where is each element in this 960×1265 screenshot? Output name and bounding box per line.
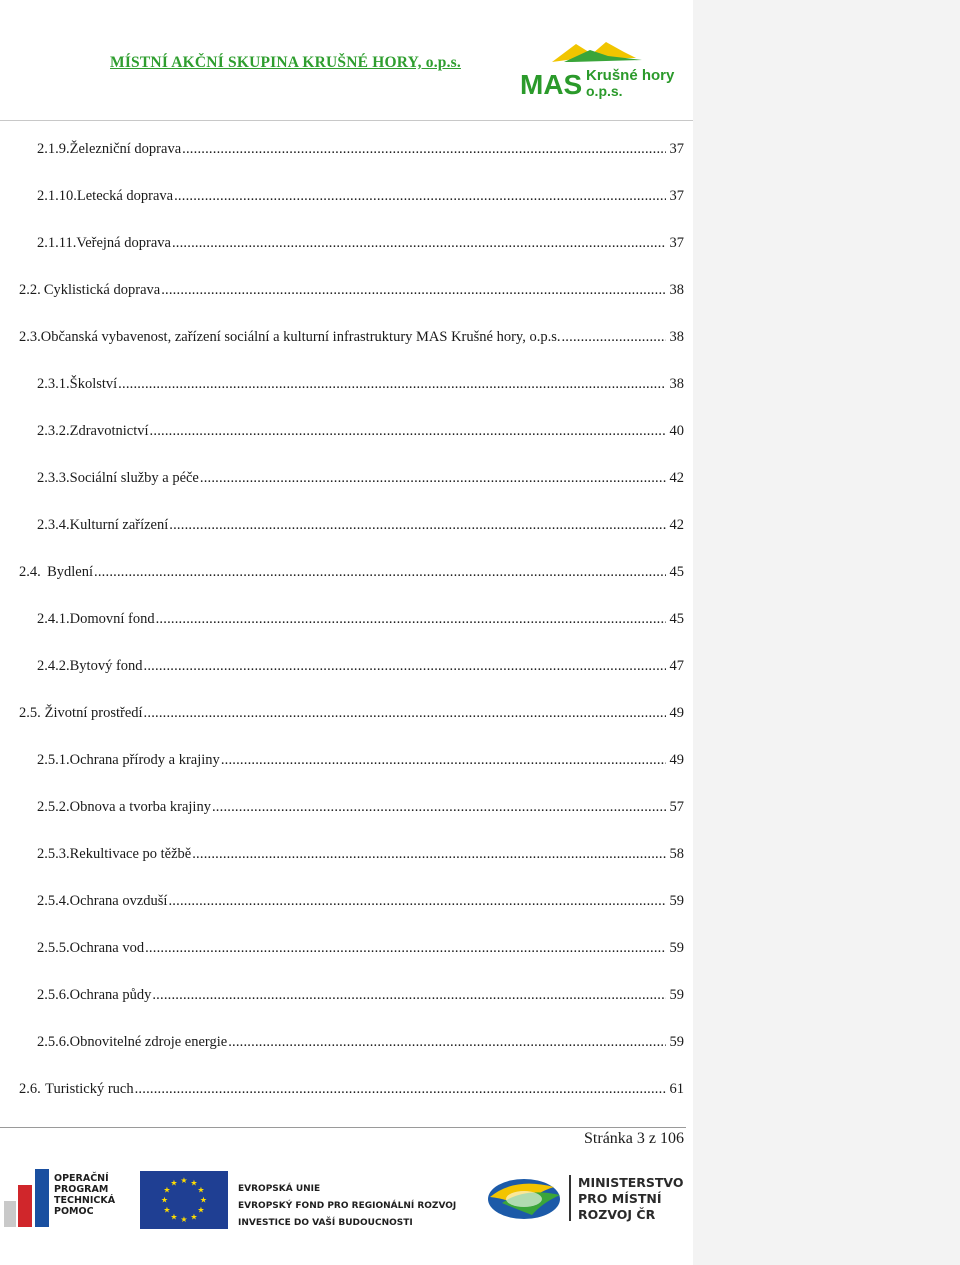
toc-entry-page: 37 — [669, 141, 684, 157]
toc-leader-dots — [94, 563, 666, 581]
mmr-text-line: PRO MÍSTNÍ — [578, 1191, 662, 1206]
toc-entry-number: 2.2. — [19, 282, 41, 298]
toc-entry-page: 59 — [669, 893, 684, 909]
op-logo-line: TECHNICKÁ — [54, 1195, 116, 1206]
toc-entry-title: Obnovitelné zdroje energie — [69, 1034, 228, 1050]
toc-entry-title: Občanská vybavenost, zařízení sociální a kulturní infrastruktury MAS Krušné hory, o.p.s. — [40, 329, 561, 345]
right-margin-panel — [693, 0, 960, 1265]
toc-entry[interactable] — [37, 187, 684, 205]
mmr-logo-text — [578, 1175, 684, 1223]
toc-entry-number: 2.4.1. — [37, 611, 70, 627]
toc-leader-dots — [135, 1080, 666, 1098]
toc-entry[interactable] — [37, 986, 684, 1004]
op-logo-bar-red — [18, 1185, 32, 1227]
toc-entry-page: 38 — [669, 376, 684, 392]
toc-entry-page: 37 — [669, 188, 684, 204]
eu-text-line: EVROPSKÁ UNIE — [238, 1184, 321, 1194]
toc-entry-page: 59 — [669, 1034, 684, 1050]
eu-text-line: EVROPSKÝ FOND PRO REGIONÁLNÍ ROZVOJ — [238, 1201, 457, 1211]
toc-entry-page: 61 — [669, 1081, 684, 1097]
toc-entry[interactable] — [37, 469, 684, 487]
svg-text:★: ★ — [170, 1212, 178, 1222]
toc-leader-dots — [212, 798, 666, 816]
toc-leader-dots — [161, 281, 666, 299]
toc-entry-title: Zdravotnictví — [69, 423, 149, 439]
eu-text-line: INVESTICE DO VAŠÍ BUDOUCNOSTI — [238, 1218, 413, 1228]
toc-leader-dots — [145, 939, 666, 957]
toc-entry-number: 2.5.4. — [37, 893, 70, 909]
footer-divider — [0, 1127, 686, 1128]
toc-entry-number: 2.3.3. — [37, 470, 70, 486]
toc-leader-dots — [144, 657, 666, 675]
toc-entry-title: Ochrana přírody a krajiny — [69, 752, 220, 768]
toc-entry-number: 2.1.9. — [37, 141, 70, 157]
toc-entry-title: Železniční doprava — [69, 141, 182, 157]
toc-entry[interactable] — [37, 798, 684, 816]
toc-entry[interactable] — [19, 1080, 684, 1098]
toc-entry-number: 2.5.2. — [37, 799, 70, 815]
toc-entry[interactable] — [37, 516, 684, 534]
toc-entry[interactable] — [37, 422, 684, 440]
svg-text:★: ★ — [170, 1178, 178, 1188]
toc-entry-title: Turistický ruch — [45, 1081, 134, 1097]
toc-leader-dots — [169, 516, 666, 534]
toc-entry-page: 49 — [669, 705, 684, 721]
op-logo-line: POMOC — [54, 1206, 94, 1217]
svg-text:★: ★ — [197, 1205, 205, 1215]
toc-entry-number: 2.6. — [19, 1081, 41, 1097]
toc-entry[interactable] — [37, 939, 684, 957]
logo-krusne-hory-text: Krušné hory — [586, 67, 675, 84]
toc-entry-number: 2.4. — [19, 564, 41, 580]
svg-text:★: ★ — [160, 1195, 169, 1205]
toc-entry-page: 45 — [669, 564, 684, 580]
svg-text:★: ★ — [180, 1176, 188, 1185]
toc-entry-title: Bydlení — [47, 564, 94, 580]
toc-leader-dots — [200, 469, 666, 487]
toc-leader-dots — [192, 845, 666, 863]
toc-entry-title: Sociální služby a péče — [69, 470, 199, 486]
toc-leader-dots — [144, 704, 666, 722]
mmr-logo-separator — [569, 1175, 571, 1221]
toc-leader-dots — [182, 140, 666, 158]
toc-entry[interactable] — [37, 1033, 684, 1051]
toc-entry-number: 2.5.5. — [37, 940, 70, 956]
header-divider — [0, 120, 693, 121]
toc-entry-title: Životní prostředí — [44, 705, 143, 721]
logo-ops-text: o.p.s. — [586, 83, 623, 99]
logo-mas-text: MAS — [520, 69, 583, 100]
toc-leader-dots — [168, 892, 666, 910]
toc-entry-number: 2.5. — [19, 705, 41, 721]
toc-entry[interactable] — [37, 892, 684, 910]
op-logo-text — [54, 1173, 115, 1217]
toc-entry-number: 2.5.1. — [37, 752, 70, 768]
op-logo-line: OPERAČNÍ — [54, 1173, 109, 1184]
svg-text:★: ★ — [180, 1215, 188, 1224]
toc-entry-number: 2.5.6. — [37, 1034, 70, 1050]
toc-entry-number: 2.3.1. — [37, 376, 70, 392]
toc-entry-number: 2.3.2. — [37, 423, 70, 439]
toc-entry-number: 2.1.10. — [37, 188, 77, 204]
toc-entry-number: 2.1.11. — [37, 235, 77, 251]
toc-entry-page: 59 — [669, 940, 684, 956]
toc-entry[interactable] — [37, 234, 684, 252]
toc-entry-page: 58 — [669, 846, 684, 862]
toc-entry-title: Ochrana půdy — [69, 987, 152, 1003]
toc-entry-number: 2.5.6. — [37, 987, 70, 1003]
toc-leader-dots — [174, 187, 666, 205]
toc-entry-title: Školství — [69, 376, 118, 392]
toc-entry-page: 45 — [669, 611, 684, 627]
toc-entry-title: Ochrana ovzduší — [69, 893, 168, 909]
svg-text:★: ★ — [190, 1178, 198, 1188]
toc-entry[interactable] — [37, 375, 684, 393]
op-logo-bar-gray — [4, 1201, 16, 1227]
toc-entry-page: 40 — [669, 423, 684, 439]
toc-leader-dots — [172, 234, 666, 252]
svg-text:★: ★ — [199, 1195, 208, 1205]
toc-entry-title: Obnova a tvorba krajiny — [69, 799, 211, 815]
toc-entry-title: Kulturní zařízení — [69, 517, 169, 533]
toc-entry-page: 42 — [669, 517, 684, 533]
svg-text:★: ★ — [163, 1185, 171, 1195]
toc-entry[interactable] — [37, 610, 684, 628]
toc-entry-title: Ochrana vod — [69, 940, 145, 956]
mmr-text-line: MINISTERSTVO — [578, 1175, 684, 1190]
page-number-label: Stránka 3 z 106 — [584, 1130, 684, 1147]
toc-entry-page: 57 — [669, 799, 684, 815]
svg-text:★: ★ — [197, 1185, 205, 1195]
toc-entry-title: Domovní fond — [69, 611, 155, 627]
svg-text:★: ★ — [190, 1212, 198, 1222]
footer-logo-bar — [0, 1165, 693, 1235]
toc-entry-page: 38 — [669, 282, 684, 298]
toc-entry[interactable] — [19, 281, 684, 299]
svg-text:★: ★ — [163, 1205, 171, 1215]
toc-entry-title: Cyklistická doprava — [43, 282, 161, 298]
toc-entry-page: 42 — [669, 470, 684, 486]
toc-entry-number: 2.5.3. — [37, 846, 70, 862]
toc-entry-page: 59 — [669, 987, 684, 1003]
toc-leader-dots — [150, 422, 666, 440]
op-logo-bar-blue — [35, 1169, 49, 1227]
toc-leader-dots — [152, 986, 666, 1004]
op-logo-line: PROGRAM — [54, 1184, 109, 1195]
toc-entry[interactable] — [37, 845, 684, 863]
toc-entry-page: 37 — [669, 235, 684, 251]
toc-entry[interactable] — [37, 657, 684, 675]
eu-fund-text — [238, 1181, 456, 1232]
toc-entry-number: 2.3.4. — [37, 517, 70, 533]
toc-entry-page: 47 — [669, 658, 684, 674]
toc-entry[interactable] — [37, 751, 684, 769]
eu-flag-icon — [140, 1171, 228, 1229]
toc-entry[interactable] — [19, 704, 684, 722]
toc-leader-dots — [228, 1033, 666, 1051]
mmr-text-line: ROZVOJ ČR — [578, 1207, 656, 1222]
toc-entry-number: 2.3. — [19, 329, 41, 345]
toc-entry[interactable] — [37, 140, 684, 158]
toc-entry-page: 38 — [669, 329, 684, 345]
toc-entry[interactable] — [19, 563, 684, 581]
toc-leader-dots — [118, 375, 666, 393]
toc-leader-dots — [561, 328, 666, 346]
header-organization-name: MÍSTNÍ AKČNÍ SKUPINA KRUŠNÉ HORY, o.p.s. — [110, 54, 461, 71]
mmr-logo-icon — [484, 1169, 564, 1227]
toc-entry-page: 49 — [669, 752, 684, 768]
toc-entry-title: Bytový fond — [69, 658, 143, 674]
toc-leader-dots — [221, 751, 666, 769]
toc-entry-title: Letecká doprava — [76, 188, 174, 204]
toc-entry-title: Veřejná doprava — [76, 235, 171, 251]
toc-entry-title: Rekultivace po těžbě — [69, 846, 192, 862]
toc-entry-number: 2.4.2. — [37, 658, 70, 674]
toc-entry[interactable] — [19, 328, 684, 346]
toc-leader-dots — [156, 610, 666, 628]
mas-krusne-hory-logo — [512, 38, 682, 102]
